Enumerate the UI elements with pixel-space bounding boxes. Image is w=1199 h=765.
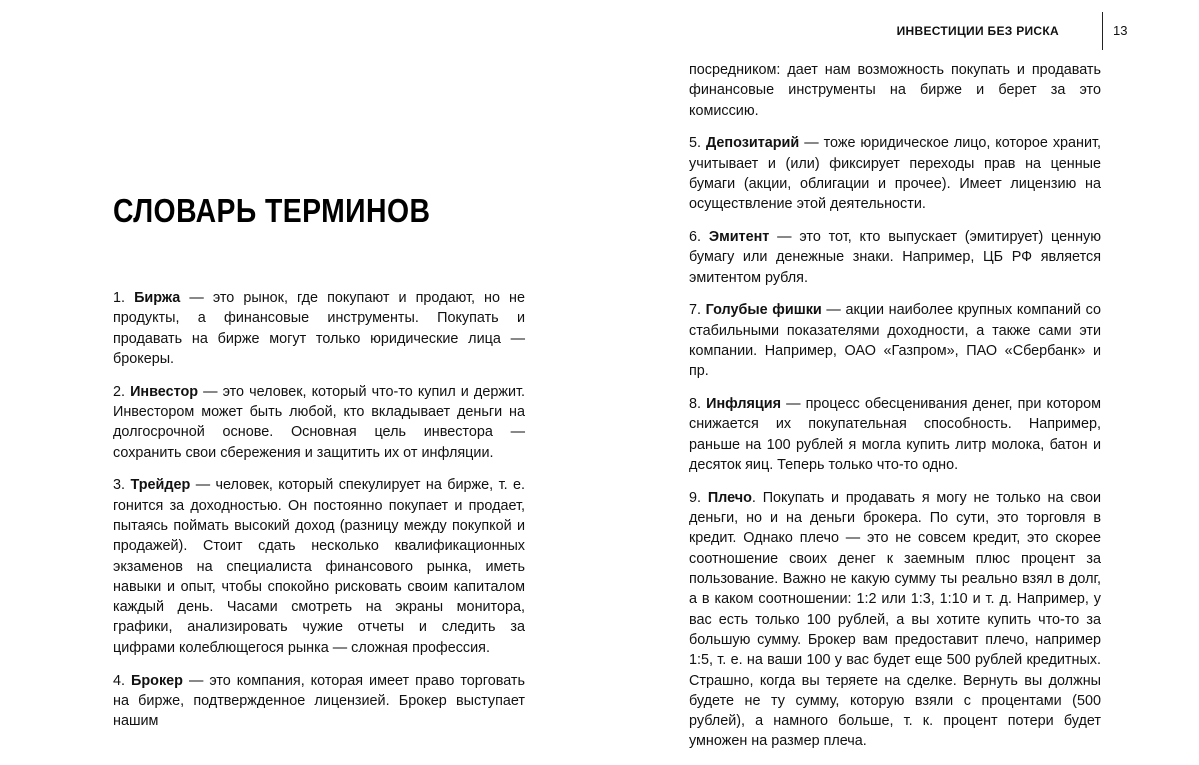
entry-continuation: посредником: дает нам возможность покупать и продавать финансовые инструменты на бирже и берет за это комиссию. <box>689 62 1101 119</box>
glossary-column-left <box>113 288 525 744</box>
glossary-entry <box>689 394 1101 475</box>
glossary-entry <box>689 300 1101 381</box>
entry-definition: — это рынок, где покупают и продают, но не продукты, а финансовые инструменты. Покупать и продавать на бирже могут только юридические лица — брокеры. <box>113 290 525 367</box>
page-title: СЛОВАРЬ ТЕРМИНОВ <box>113 192 431 229</box>
entry-term: Брокер <box>131 672 183 689</box>
entry-number: 8. <box>689 396 702 413</box>
left-page <box>0 0 599 765</box>
glossary-entry <box>113 382 525 463</box>
glossary-column-right <box>689 60 1101 764</box>
entry-definition: — это тот, кто выпускает (эмитирует) ценную бумагу или денежные знаки. Например, ЦБ РФ является эмитентом рубля. <box>689 229 1102 286</box>
entry-definition: — акции наиболее крупных компаний со стабильными показателями доходности, а также сами эти компании. Например, ОАО «Газпром», ПАО «Сбербанк» и пр. <box>689 302 1102 380</box>
entry-definition: . Покупать и продавать я могу не только на свои деньги, но и на деньги брокера. По сути, это торговля в кредит. Однако плечо — это не совсем кредит, это скорее соотношение своих денег к заемным плюс процент за пользование. Важно не какую сумму ты реально взял в долг, а в каком соотношении: 1:2 или 1:3, 1:10 и т. д. Например, у вас есть только 100 рублей, а вы хотите купить что-то за большую сумму. Брокер вам предоставит плечо, например 1:5, т. е. на ваши 100 у вас будет еще 500 рублей кредитных. Страшно, когда вы теряете на сделке. Вернуть вы должны будете не ту сумму, которую взяли с процентами (500 рублей), а намного больше, т. к. процент потери будет умножен на размер плеча. <box>689 489 1101 750</box>
entry-definition: — человек, который спекулирует на бирже, т. е. гонится за доходностью. Он постоянно покупает и продает, пытаясь поймать высокий доход (разницу между покупкой и продажей). Стоит сдать несколько квалификационных экзаменов на специалиста финансового рынка, иметь навыки и опыт, чтобы спокойно рисковать своим капиталом каждый день. Часами смотреть на экраны монитора, графики, анализировать чужие отчеты и следить за цифрами колеблющегося рынка — сложная профессия. <box>113 477 526 656</box>
entry-term: Голубые фишки <box>705 302 822 319</box>
entry-definition: — это компания, которая имеет право торговать на бирже, подтвержденное лицензией. Брокер выступает нашим <box>113 672 526 730</box>
glossary-entry <box>689 227 1101 288</box>
right-page <box>599 0 1199 765</box>
entry-definition: — это человек, который что-то купил и держит. Инвестором может быть любой, кто вкладывает деньги на долгосрочной основе. Основная цель инвестора — сохранить свои сбережения и защитить их от инфляции. <box>113 383 525 461</box>
glossary-entry <box>113 671 525 732</box>
running-header: ИНВЕСТИЦИИ БЕЗ РИСКА <box>896 24 1059 38</box>
entry-term: Инвестор <box>130 383 199 400</box>
entry-number: 5. <box>689 135 702 152</box>
entry-number: 1. <box>113 290 126 306</box>
entry-term: Эмитент <box>708 229 770 246</box>
glossary-entry <box>689 488 1101 752</box>
entry-number: 6. <box>689 229 702 246</box>
entry-number: 2. <box>113 383 126 400</box>
entry-number: 9. <box>689 489 702 506</box>
entry-term: Биржа <box>134 290 181 306</box>
entry-term: Инфляция <box>706 396 782 413</box>
header-divider <box>1102 12 1103 50</box>
entry-number: 7. <box>689 302 702 319</box>
entry-term: Депозитарий <box>705 135 800 152</box>
entry-term: Трейдер <box>130 477 191 494</box>
entry-definition: — тоже юридическое лицо, которое хранит, учитывает и (или) фиксирует переходы прав на ценные бумаги (акции, облигации и прочее). Имеет лицензию на осуществление этой деятельности. <box>689 135 1102 213</box>
entry-term: Плечо <box>707 489 752 506</box>
entry-number: 3. <box>113 477 126 494</box>
glossary-entry <box>113 475 525 658</box>
page-number: 13 <box>1113 23 1128 38</box>
entry-number: 4. <box>113 672 126 689</box>
entry-definition: — процесс обесценивания денег, при котором снижается их покупательная способность. Например, раньше на 100 рублей я могла купить литр молока, батон и десяток яиц. Теперь только что-то одно. <box>689 396 1101 474</box>
glossary-entry <box>113 288 525 369</box>
glossary-entry <box>689 133 1101 214</box>
